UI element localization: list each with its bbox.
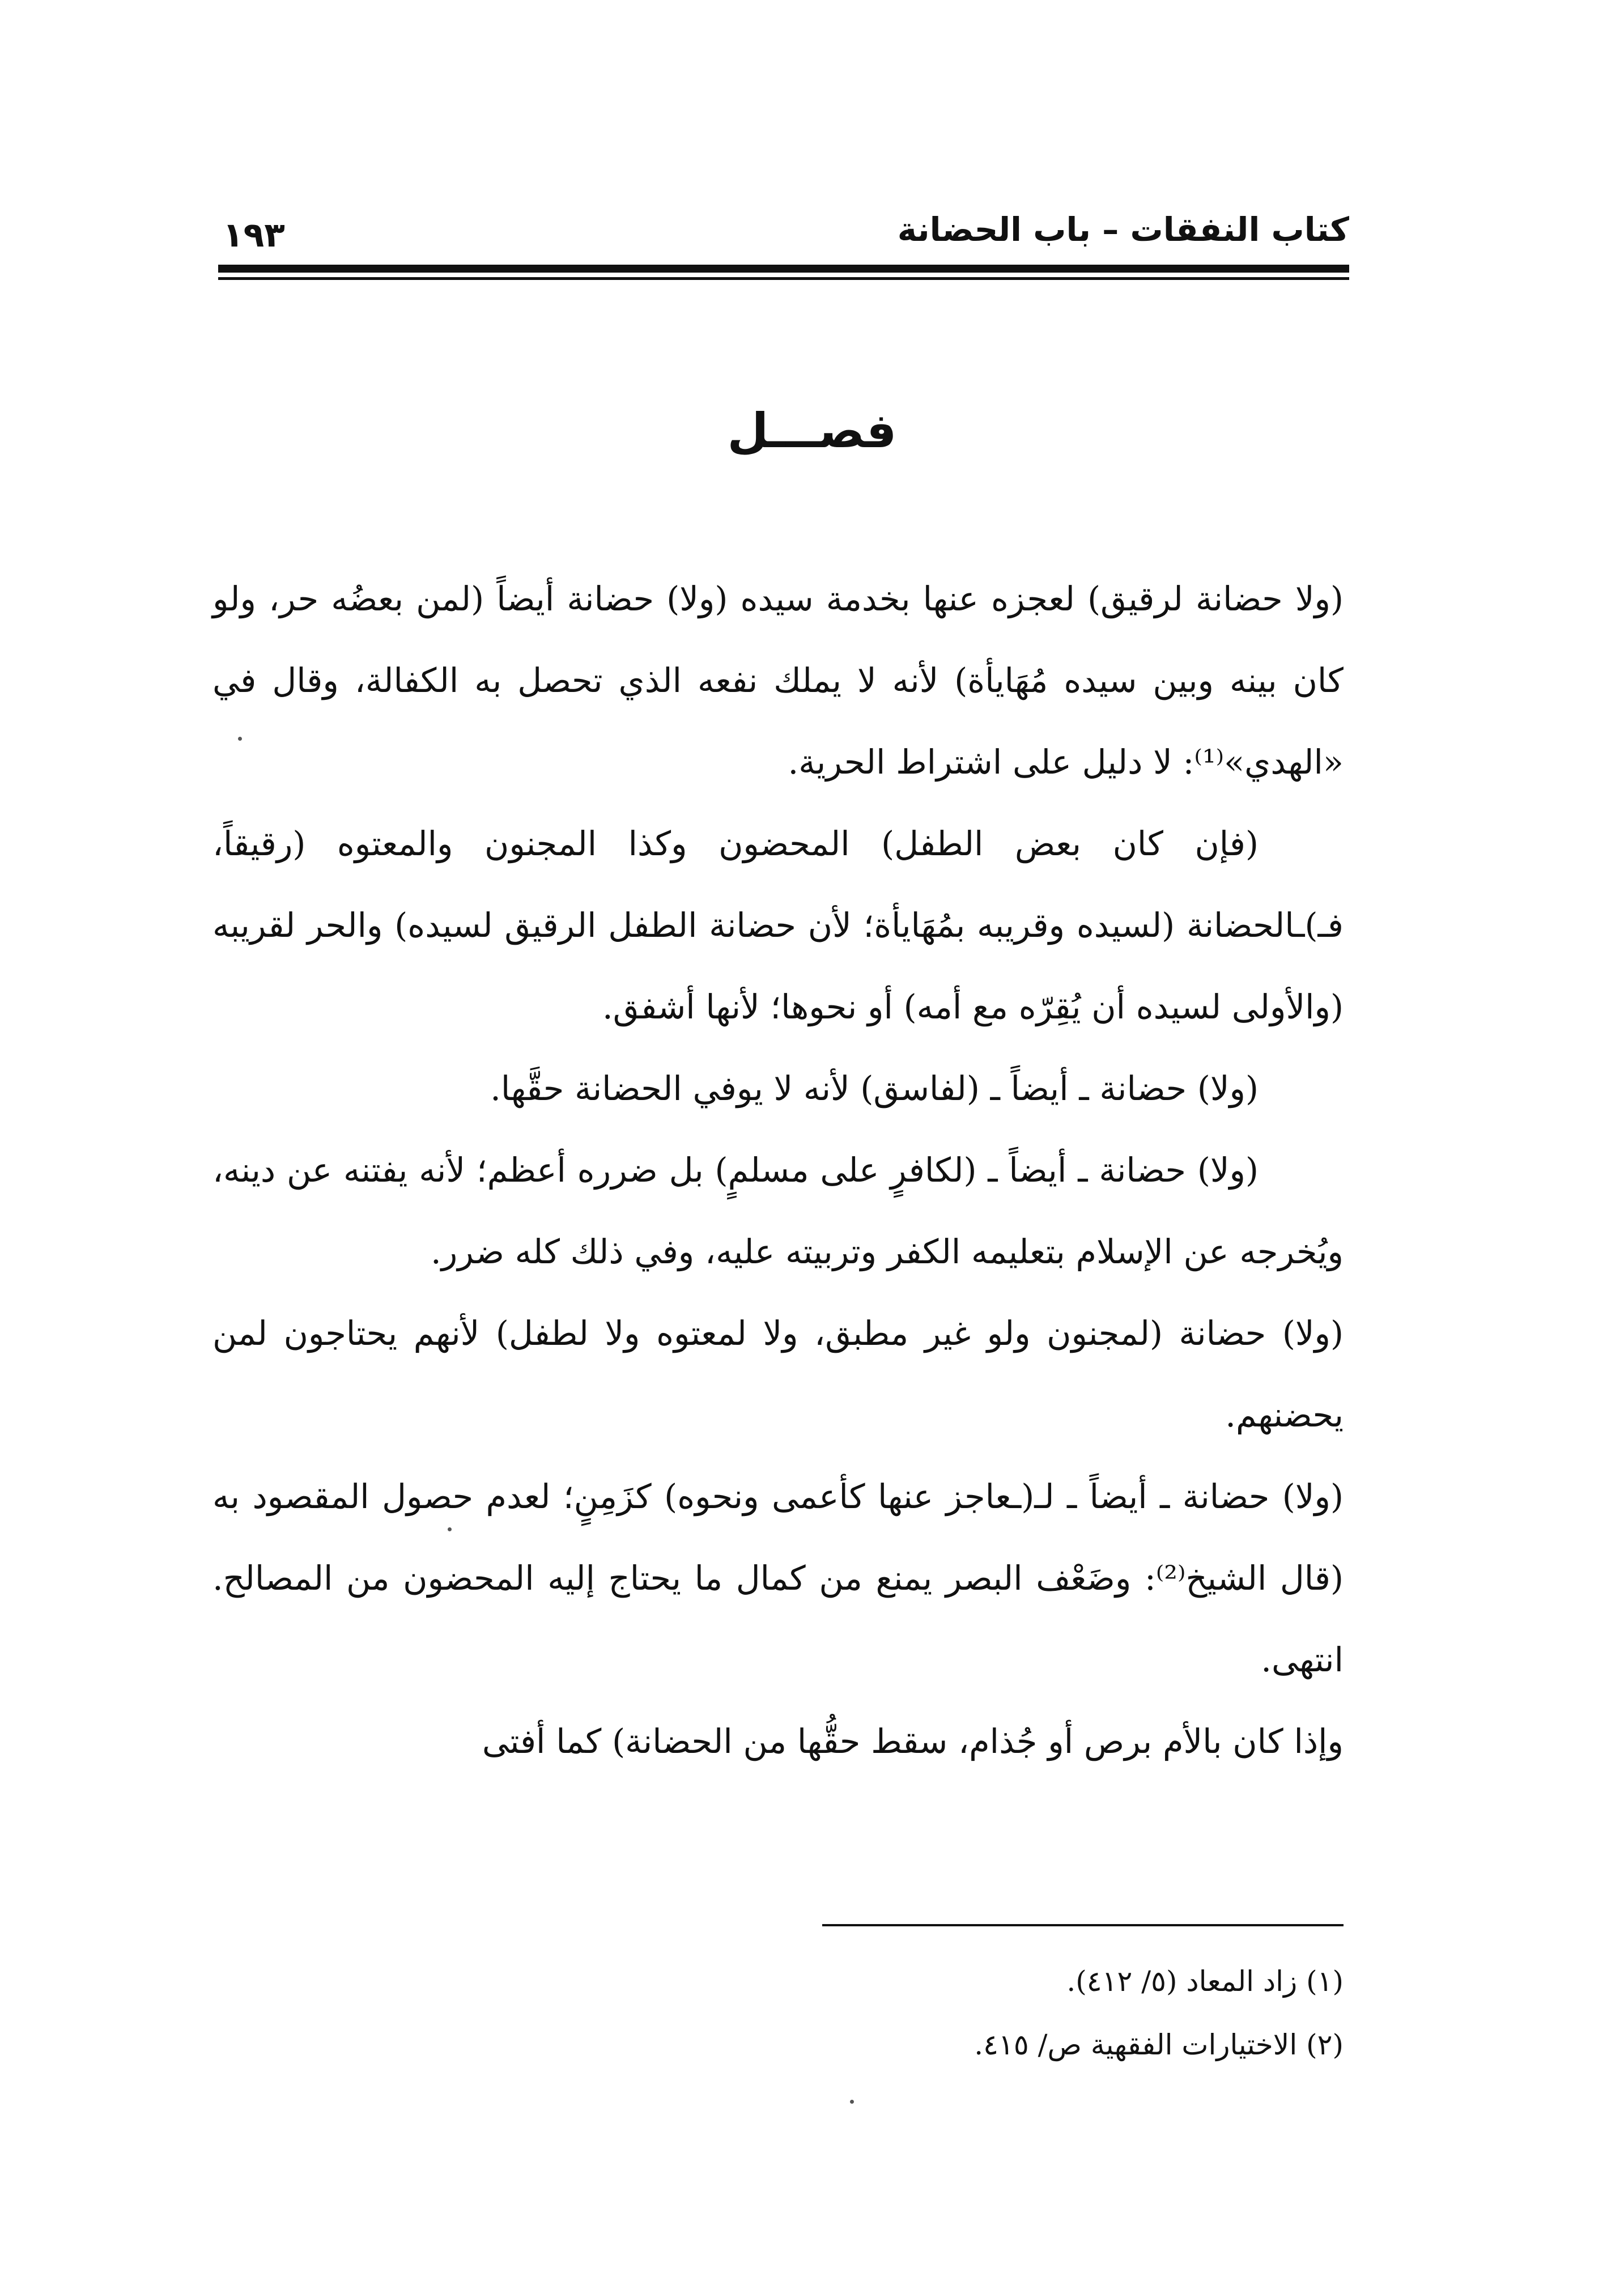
scan-speck	[448, 1527, 452, 1531]
footnote-2: (٢) الاختيارات الفقهية ص/ ٤١٥.	[974, 2028, 1344, 2061]
scan-speck	[238, 737, 242, 741]
page-header	[218, 207, 1349, 269]
paragraph-5: (ولا) حضانة (لمجنون ولو غير مطبق، ولا لمعتوه ولا لطفل) لأنهم يحتاجون لمن يحضنهم.	[212, 1314, 1344, 1434]
paragraph-2: (فإن كان بعض الطفل) المحضون وكذا المجنون والمعتوه (رقيقاً، فـ)ـالحضانة (لسيده وقريبه بمُهَايأة؛ لأن حضانة الطفل الرقيق لسيده) والحر لقريبه (والأولى لسيده أن يُقِرّه مع أمه) أو نحوها؛ لأنها أشفق.	[212, 824, 1344, 1026]
body-text	[212, 558, 1344, 1782]
paragraph-7: وإذا كان بالأم برص أو جُذام، سقط حقُّها من الحضانة) كما أفتى	[482, 1722, 1344, 1761]
scan-speck	[850, 2100, 854, 2104]
paragraph-6: (ولا) حضانة ـ أيضاً ـ لـ(ـعاجز عنها كأعمى ونحوه) كزَمِنٍ؛ لعدم حصول المقصود به (قال الشيخ⁽²⁾: وضَعْف البصر يمنع من كمال ما يحتاج إليه المحضون من المصالح. انتهى.	[212, 1477, 1344, 1679]
footnote-1: (١) زاد المعاد (٥/ ٤١٢).	[1066, 1965, 1344, 1998]
running-title: كتاب النفقات – باب الحضانة	[897, 210, 1349, 249]
header-rule-thick	[218, 265, 1349, 273]
header-rule-thin	[218, 277, 1349, 280]
paragraph-3: (ولا) حضانة ـ أيضاً ـ (لفاسق) لأنه لا يوفي الحضانة حقَّها.	[490, 1069, 1259, 1108]
footnotes	[212, 1950, 1344, 2077]
page-number: ١٩٣	[223, 215, 285, 255]
footnote-separator	[822, 1924, 1344, 1926]
paragraph-4: (ولا) حضانة ـ أيضاً ـ (لكافرٍ على مسلمٍ) بل ضرره أعظم؛ لأنه يفتنه عن دينه، ويُخرجه عن الإسلام بتعليمه الكفر وتربيته عليه، وفي ذلك كله ضرر.	[212, 1150, 1344, 1271]
paragraph-1: (ولا حضانة لرقيق) لعجزه عنها بخدمة سيده (ولا) حضانة أيضاً (لمن بعضُه حر، ولو كان بينه وبين سيده مُهَايأة) لأنه لا يملك نفعه الذي تحصل به الكفالة، وقال في «الهدي»⁽¹⁾: لا دليل على اشتراط الحرية.	[212, 579, 1344, 782]
section-title: فصـــل	[727, 403, 897, 458]
